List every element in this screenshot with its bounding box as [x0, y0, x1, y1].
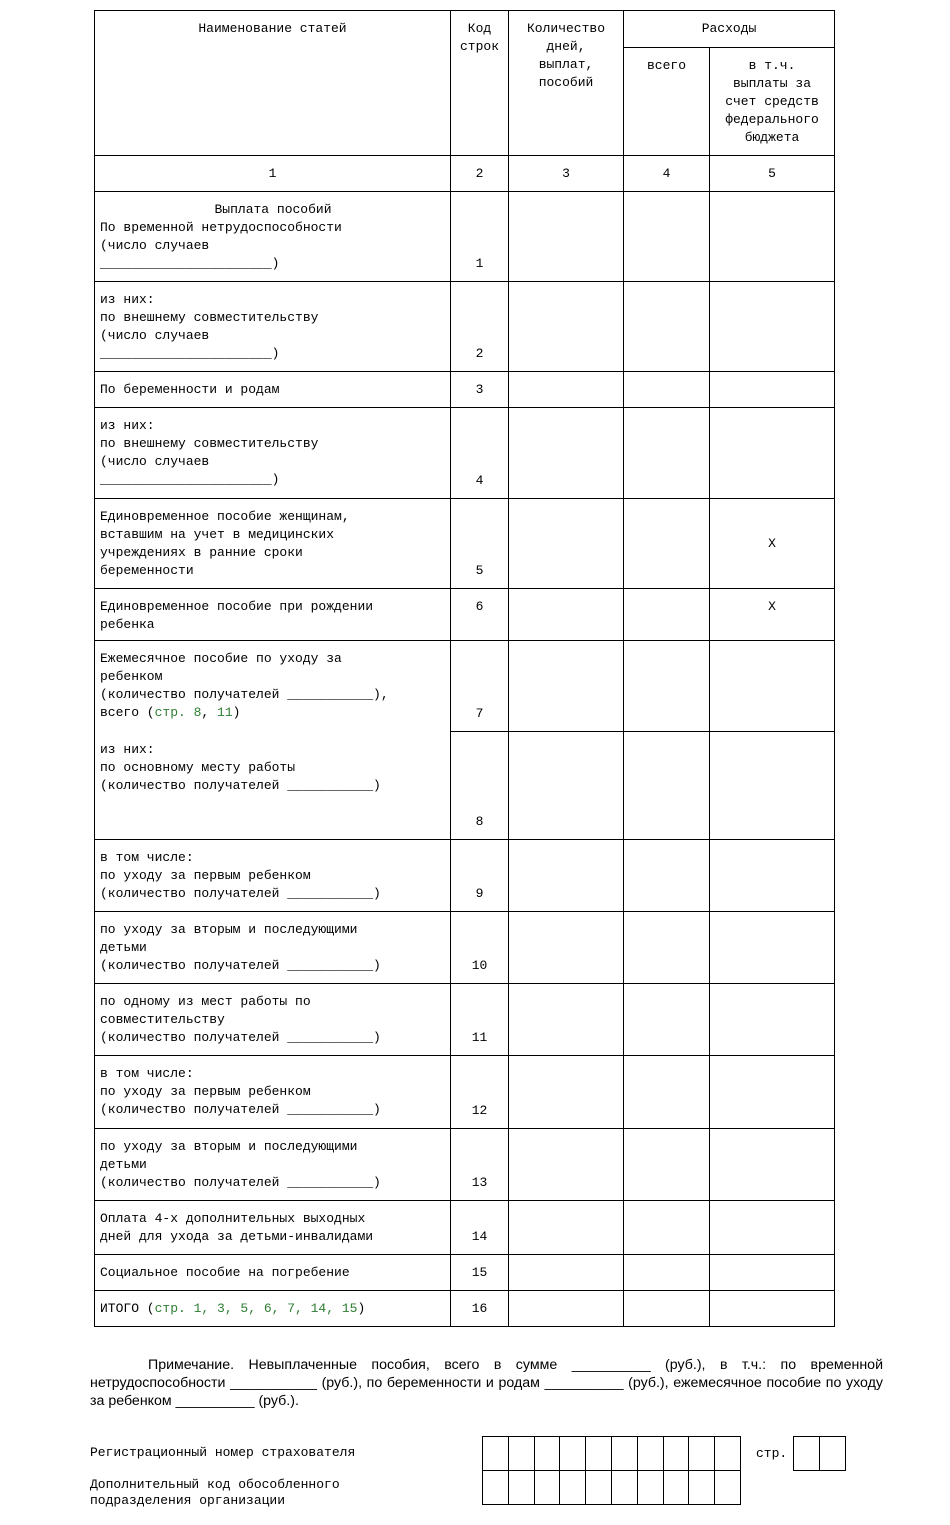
row-12-code: 12 [451, 1056, 509, 1129]
reg-digit-cell[interactable] [637, 1437, 663, 1471]
row-8-federal[interactable] [710, 732, 835, 840]
table-row [95, 641, 835, 732]
table-row [95, 1255, 835, 1291]
row-11-total[interactable] [624, 984, 710, 1056]
row-8-code: 8 [451, 732, 509, 840]
reg-digit-cell[interactable] [508, 1437, 534, 1471]
row-8-count[interactable] [509, 732, 624, 840]
sub-digit-cell[interactable] [534, 1471, 560, 1505]
registration-label: Регистрационный номер страхователя [90, 1445, 356, 1460]
row-8-name: из них: по основному месту работы (количество получателей ___________) [95, 732, 451, 840]
row-9-code: 9 [451, 840, 509, 912]
colnum-4: 4 [624, 156, 710, 192]
reg-digit-cell[interactable] [483, 1437, 509, 1471]
row-6-code: 6 [451, 589, 509, 641]
sub-digit-cell[interactable] [689, 1471, 715, 1505]
row-7-code: 7 [451, 641, 509, 732]
row-7-federal[interactable] [710, 641, 835, 732]
row-14-federal[interactable] [710, 1201, 835, 1255]
row-6-federal-mark: Х [710, 589, 835, 641]
sub-digit-cell[interactable] [560, 1471, 586, 1505]
header-name: Наименование статей [95, 11, 451, 156]
row-6-count[interactable] [509, 589, 624, 641]
table-row [95, 499, 835, 589]
reg-digit-cell[interactable] [689, 1437, 715, 1471]
table-row [95, 1056, 835, 1129]
row-15-federal[interactable] [710, 1255, 835, 1291]
row-5-total[interactable] [624, 499, 710, 589]
row-4-code: 4 [451, 408, 509, 499]
reg-digit-cell[interactable] [611, 1437, 637, 1471]
row-10-total[interactable] [624, 912, 710, 984]
sub-digit-cell[interactable] [508, 1471, 534, 1505]
row-14-total[interactable] [624, 1201, 710, 1255]
header-code: Код строк [451, 11, 509, 156]
colnum-1: 1 [95, 156, 451, 192]
row-11-name: по одному из мест работы по совместительству (количество получателей ___________) [95, 984, 451, 1056]
row-9-count[interactable] [509, 840, 624, 912]
note-paragraph: Примечание. Невыплаченные пособия, всего в сумме __________ (руб.), в т.ч.: по временной нетрудоспособности ___________ (руб.), по беременности и родам __________ (руб.), ежемесячное пособие по уходу за ребенком __________ (руб.). [90, 1357, 883, 1409]
row-10-federal[interactable] [710, 912, 835, 984]
row-14-name: Оплата 4-х дополнительных выходных дней для ухода за детьми-инвалидами [95, 1201, 451, 1255]
colnum-5: 5 [710, 156, 835, 192]
row-6-total[interactable] [624, 589, 710, 641]
row-5-federal-mark: Х [710, 499, 835, 589]
ref-links-total[interactable]: стр. 1, 3, 5, 6, 7, 14, 15 [154, 1301, 358, 1316]
sub-digit-cell[interactable] [637, 1471, 663, 1505]
row-12-federal[interactable] [710, 1056, 835, 1129]
table-row [95, 732, 835, 840]
row-8-total[interactable] [624, 732, 710, 840]
reg-digit-cell[interactable] [560, 1437, 586, 1471]
row-13-code: 13 [451, 1129, 509, 1201]
row-1-name: Выплата пособий По временной нетрудоспособности (число случаев ______________________) [95, 192, 451, 282]
row-12-name: в том числе: по уходу за первым ребенком (количество получателей ___________) [95, 1056, 451, 1129]
row-9-federal[interactable] [710, 840, 835, 912]
row-16-count[interactable] [509, 1291, 624, 1327]
row-5-count[interactable] [509, 499, 624, 589]
ref-link-8[interactable]: стр. 8 [154, 705, 202, 720]
section-title: Выплата пособий [214, 202, 332, 217]
table-row [95, 372, 835, 408]
row-14-code: 14 [451, 1201, 509, 1255]
header-expenses: Расходы [624, 11, 835, 48]
row-16-code: 16 [451, 1291, 509, 1327]
ref-link-11[interactable]: 11 [217, 705, 233, 720]
reg-digit-cell[interactable] [663, 1437, 689, 1471]
subdivision-code-label: Дополнительный код обособленного подразделения организации [90, 1477, 340, 1508]
row-1-federal[interactable] [710, 192, 835, 282]
row-9-total[interactable] [624, 840, 710, 912]
row-12-count[interactable] [509, 1056, 624, 1129]
row-13-federal[interactable] [710, 1129, 835, 1201]
row-15-code: 15 [451, 1255, 509, 1291]
row-4-total[interactable] [624, 408, 710, 499]
reg-digit-cell[interactable] [715, 1437, 741, 1471]
table-row [95, 840, 835, 912]
row-2-count[interactable] [509, 282, 624, 372]
row-5-name: Единовременное пособие женщинам, вставшим на учет в медицинских учреждениях в ранние сроки беременности [95, 499, 451, 589]
benefits-table [94, 10, 835, 1327]
row-7-total[interactable] [624, 641, 710, 732]
sub-digit-cell[interactable] [483, 1471, 509, 1505]
row-2-name: из них: по внешнему совместительству (число случаев ______________________) [95, 282, 451, 372]
table-row [95, 192, 835, 282]
sub-digit-cell[interactable] [611, 1471, 637, 1505]
row-1-code: 1 [451, 192, 509, 282]
header-count: Количество дней, выплат, пособий [509, 11, 624, 156]
row-15-count[interactable] [509, 1255, 624, 1291]
row-11-code: 11 [451, 984, 509, 1056]
table-row [95, 912, 835, 984]
row-7-count[interactable] [509, 641, 624, 732]
page-label: стр. [756, 1446, 788, 1461]
row-3-code: 3 [451, 372, 509, 408]
table-row [95, 282, 835, 372]
row-15-total[interactable] [624, 1255, 710, 1291]
colnum-2: 2 [451, 156, 509, 192]
header-total: всего [624, 48, 710, 156]
row-1-count[interactable] [509, 192, 624, 282]
row-13-name: по уходу за вторым и последующими детьми (количество получателей ___________) [95, 1129, 451, 1201]
row-7-name: Ежемесячное пособие по уходу за ребенком (количество получателей ___________), всего (стр. 8, 11) [95, 641, 451, 732]
row-16-federal[interactable] [710, 1291, 835, 1327]
table-row [95, 1129, 835, 1201]
row-2-federal[interactable] [710, 282, 835, 372]
row-2-total[interactable] [624, 282, 710, 372]
row-9-name: в том числе: по уходу за первым ребенком (количество получателей ___________) [95, 840, 451, 912]
row-11-count[interactable] [509, 984, 624, 1056]
row-3-federal[interactable] [710, 372, 835, 408]
row-10-code: 10 [451, 912, 509, 984]
colnum-3: 3 [509, 156, 624, 192]
row-13-total[interactable] [624, 1129, 710, 1201]
row-11-federal[interactable] [710, 984, 835, 1056]
row-3-name: По беременности и родам [95, 372, 451, 408]
sub-digit-cell[interactable] [663, 1471, 689, 1505]
page-digit-cell[interactable] [794, 1437, 820, 1471]
registration-number-grid[interactable] [482, 1436, 741, 1505]
row-16-total[interactable] [624, 1291, 710, 1327]
row-4-federal[interactable] [710, 408, 835, 499]
row-10-count[interactable] [509, 912, 624, 984]
reg-digit-cell[interactable] [586, 1437, 612, 1471]
row-15-name: Социальное пособие на погребение [95, 1255, 451, 1291]
sub-digit-cell[interactable] [586, 1471, 612, 1505]
row-1-total[interactable] [624, 192, 710, 282]
page-number-grid[interactable] [793, 1436, 846, 1471]
row-6-name: Единовременное пособие при рождении ребенка [95, 589, 451, 641]
row-16-name: ИТОГО (стр. 1, 3, 5, 6, 7, 14, 15) [95, 1291, 451, 1327]
sub-digit-cell[interactable] [715, 1471, 741, 1505]
row-2-code: 2 [451, 282, 509, 372]
row-13-count[interactable] [509, 1129, 624, 1201]
page-digit-cell[interactable] [819, 1437, 845, 1471]
row-3-count[interactable] [509, 372, 624, 408]
row-12-total[interactable] [624, 1056, 710, 1129]
row-5-code: 5 [451, 499, 509, 589]
row-3-total[interactable] [624, 372, 710, 408]
row-14-count[interactable] [509, 1201, 624, 1255]
header-federal: в т.ч. выплаты за счет средств федерального бюджета [710, 48, 835, 156]
table-row [95, 1291, 835, 1327]
row-4-name: из них: по внешнему совместительству (число случаев ______________________) [95, 408, 451, 499]
row-10-name: по уходу за вторым и последующими детьми (количество получателей ___________) [95, 912, 451, 984]
table-row [95, 589, 835, 641]
table-row [95, 1201, 835, 1255]
row-4-count[interactable] [509, 408, 624, 499]
table-row [95, 984, 835, 1056]
reg-digit-cell[interactable] [534, 1437, 560, 1471]
table-row [95, 408, 835, 499]
